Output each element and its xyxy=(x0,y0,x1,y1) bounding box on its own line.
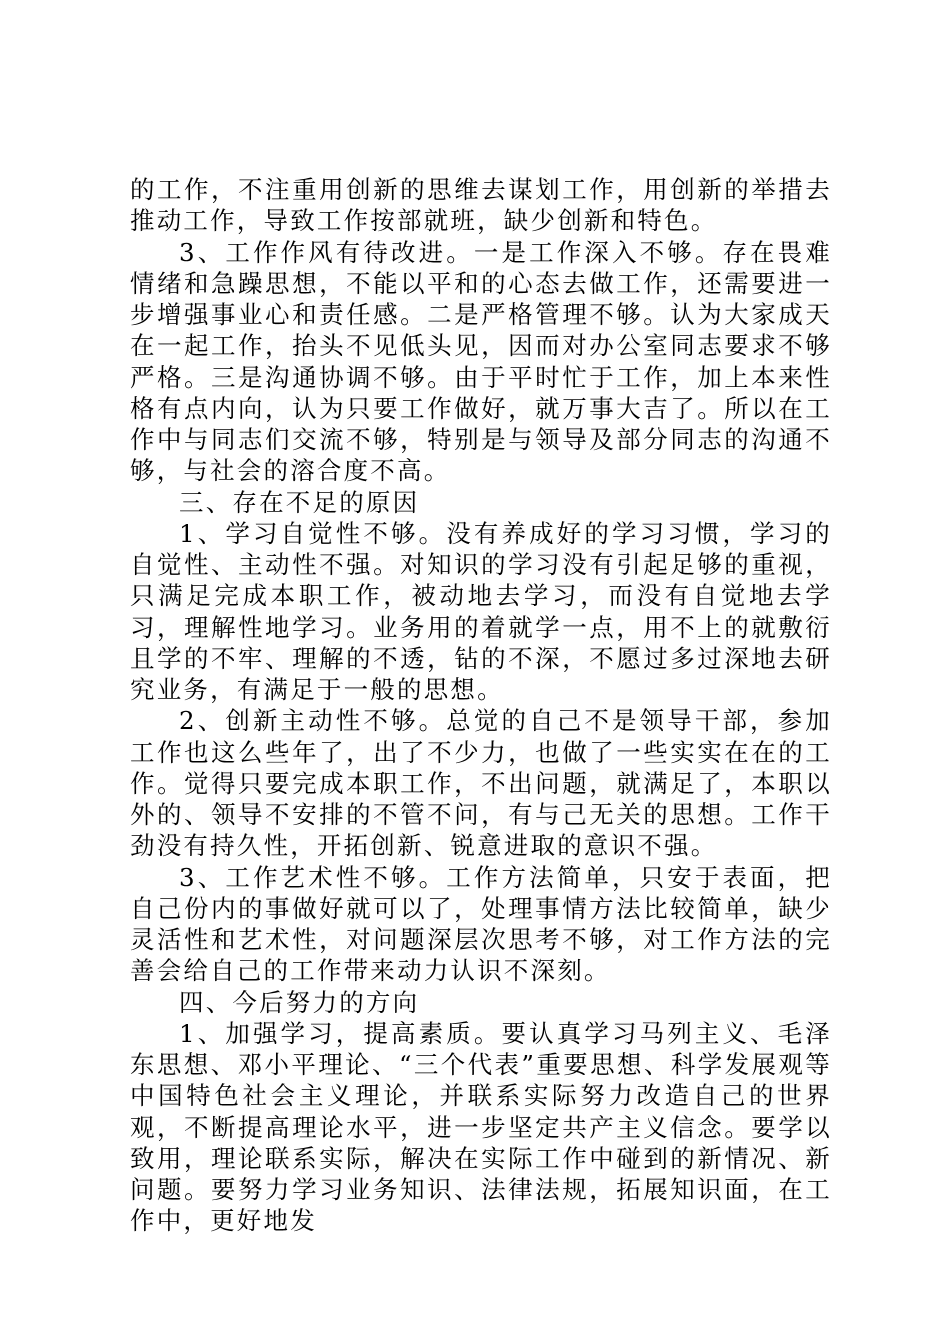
paragraph-continuation: 的工作，不注重用创新的思维去谋划工作，用创新的举措去推动工作，导致工作按部就班，缺少创新和特色。 xyxy=(130,175,832,236)
paragraph-work-artistry: 3、工作艺术性不够。工作方法简单，只安于表面，把自己份内的事做好就可以了，处理事情方法比较简单，缺少灵活性和艺术性，对问题深层次思考不够，对工作方法的完善会给自己的工作带来动力认识不深刻。 xyxy=(130,862,832,986)
section-heading-causes: 三、存在不足的原因 xyxy=(179,487,420,517)
section-heading-future-direction: 四、今后努力的方向 xyxy=(179,987,420,1017)
paragraph-learning-awareness: 1、学习自觉性不够。没有养成好的学习习惯，学习的自觉性、主动性不强。对知识的学习没有引起足够的重视，只满足完成本职工作，被动地去学习，而没有自觉地去学习，理解性地学习。业务用的着就学一点，用不上的就敷衍且学的不牢、理解的不透，钻的不深，不愿过多过深地去研究业务，有满足于一般的思想。 xyxy=(130,518,832,704)
paragraph-strengthen-learning: 1、加强学习，提高素质。要认真学习马列主义、毛泽东思想、邓小平理论、“三个代表”重要思想、科学发展观等中国特色社会主义理论，并联系实际努力改造自己的世界观，不断提高理论水平，进一步坚定共产主义信念。要学以致用，理论联系实际，解决在实际工作中碰到的新情况、新问题。要努力学习业务知识、法律法规，拓展知识面，在工作中，更好地发 xyxy=(130,1018,832,1236)
paragraph-work-style: 3、工作作风有待改进。一是工作深入不够。存在畏难情绪和急躁思想，不能以平和的心态去做工作，还需要进一步增强事业心和责任感。二是严格管理不够。认为大家成天在一起工作，抬头不见低头见，因而对办公室同志要求不够严格。三是沟通协调不够。由于平时忙于工作，加上本来性格有点内向，认为只要工作做好，就万事大吉了。所以在工作中与同志们交流不够，特别是与领导及部分同志的沟通不够，与社会的溶合度不高。 xyxy=(130,237,832,486)
paragraph-innovation-initiative: 2、创新主动性不够。总觉的自己不是领导干部，参加工作也这么些年了，出了不少力，也做了一些实实在在的工作。觉得只要完成本职工作，不出问题，就满足了，本职以外的、领导不安排的不管不问，有与己无关的思想。工作干劲没有持久性，开拓创新、锐意进取的意识不强。 xyxy=(130,706,832,861)
document-body xyxy=(130,174,832,1237)
